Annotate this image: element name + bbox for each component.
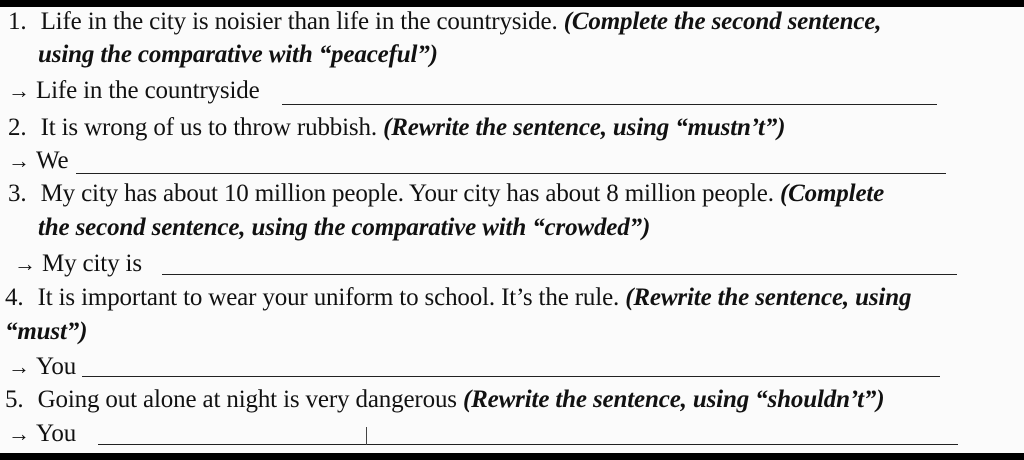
question-1-answer-start: Life in the countryside	[36, 77, 260, 104]
arrow-icon: →	[8, 78, 30, 103]
question-2-answer	[8, 146, 68, 176]
question-3-instruction-cont: the second sentence, using the comparative with “crowded”)	[38, 214, 651, 241]
question-2-sentence: It is wrong of us to throw rubbish.	[40, 114, 377, 141]
question-5-sentence: Going out alone at night is very dangerous	[37, 386, 457, 413]
question-4-line-1	[5, 283, 911, 313]
question-4-answer-start: You	[36, 353, 77, 380]
worksheet	[0, 7, 1024, 453]
question-2-instruction: (Rewrite the sentence, using “mustn’t”)	[383, 114, 786, 141]
question-4-line-2	[5, 317, 87, 347]
question-5-answer-start: You	[36, 420, 77, 447]
question-2-answer-blank[interactable]	[76, 173, 946, 174]
question-4-answer	[8, 352, 76, 382]
question-3-answer-start: My city is	[42, 250, 142, 277]
question-3-line-2	[38, 213, 650, 243]
question-1-answer	[8, 76, 260, 106]
question-2-answer-start: We	[36, 147, 69, 174]
question-3-answer	[14, 249, 142, 279]
arrow-icon: →	[8, 354, 30, 379]
question-1-sentence: Life in the city is noisier than life in the countryside.	[40, 8, 558, 35]
question-1-instruction-cont: using the comparative with “peaceful”)	[38, 41, 438, 68]
question-3-line-1	[8, 179, 884, 209]
question-1-number: 1.	[8, 8, 27, 35]
text-cursor-mark	[366, 427, 367, 445]
question-5-answer	[8, 419, 76, 449]
question-5-number: 5.	[5, 386, 24, 413]
question-1-instruction: (Complete the second sentence,	[563, 8, 882, 35]
question-1-answer-blank[interactable]	[282, 104, 937, 105]
question-4-number: 4.	[5, 284, 24, 311]
arrow-icon: →	[8, 421, 30, 446]
question-4-instruction-cont: “must”)	[5, 318, 88, 345]
question-4-answer-blank[interactable]	[82, 376, 940, 377]
question-3-answer-blank[interactable]	[162, 274, 957, 275]
question-4-sentence: It is important to wear your uniform to school. It’s the rule.	[37, 284, 620, 311]
question-3-instruction: (Complete	[779, 180, 885, 207]
question-5-line-1	[5, 385, 884, 415]
question-1-line-1	[8, 7, 881, 37]
arrow-icon: →	[8, 148, 30, 173]
question-3-sentence: My city has about 10 million people. Your city has about 8 million people.	[40, 180, 774, 207]
arrow-icon: →	[14, 251, 36, 276]
question-5-answer-blank[interactable]	[98, 444, 958, 445]
question-2-line-1	[8, 113, 785, 143]
question-3-number: 3.	[8, 180, 27, 207]
question-4-instruction: (Rewrite the sentence, using	[625, 284, 912, 311]
question-2-number: 2.	[8, 114, 27, 141]
question-1-line-2	[38, 40, 438, 70]
question-5-instruction: (Rewrite the sentence, using “shouldn’t”)	[462, 386, 885, 413]
